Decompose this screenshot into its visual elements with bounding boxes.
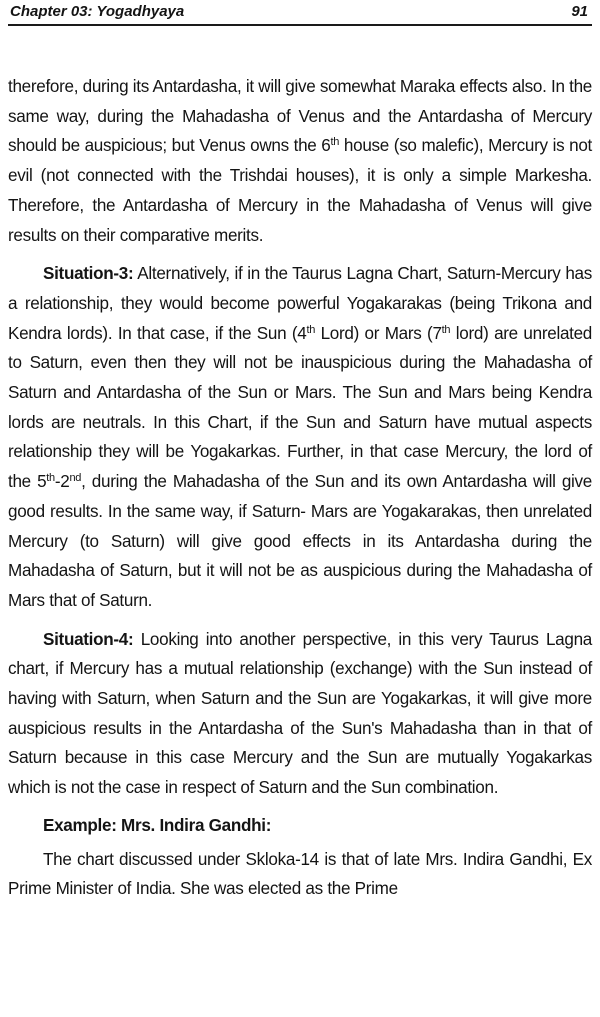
paragraph-situation-4: Situation-4: Looking into another perspective, in this very Taurus Lagna chart, if Mercury has a mutual relationship (exchange) with the Sun instead of having with Saturn, when Saturn and the Sun are Yogakarkas, it will give more auspicious results in the Antardasha of the Sun's Mahadasha than in that of Saturn because in this case Mercury and the Sun are mutually Yogakarkas which is not the case in respect of Saturn and the Sun combination. — [8, 629, 592, 798]
paragraph-example: The chart discussed under Skloka-14 is that of late Mrs. Indira Gandhi, Ex Prime Minister of India. She was elected as the Prime — [8, 849, 592, 899]
page-header — [8, 0, 592, 26]
paragraph-situation-3: Situation-3: Alternatively, if in the Taurus Lagna Chart, Saturn-Mercury has a relationship, they would become powerful Yogakarakas (being Trikona and Kendra lords). In that case, if the Sun (4th Lord) or Mars (7th lord) are unrelated to Saturn, even then they will not be inauspicious during the Mahadasha of Saturn and Antardasha of the Sun or Mars. The Sun and Mars being Kendra lords are neutrals. In this Chart, if the Sun and Saturn have mutual aspects relationship they will be Yogakarkas. Further, in that case Mercury, the lord of the 5th-2nd, during the Mahadasha of the Sun and its own Antardasha will give good results. In the same way, if Saturn- Mars are Yogakarakas, then unrelated Mercury (to Saturn) will give good effects in its Antardasha during the Mahadasha of Saturn, but it will not be as auspicious during the Mahadasha of Mars that of Saturn. — [8, 264, 593, 610]
chapter-title: Chapter 03: Yogadhyaya — [10, 3, 185, 20]
page-body — [8, 72, 592, 904]
paragraph-antardasha-venus: therefore, during its Antardasha, it will give somewhat Maraka effects also. In the same way, during the Mahadasha of Venus and the Antardasha of Mercury should be auspicious; but Venus owns the 6th house (so malefic), Mercury is not evil (not connected with the Trishdai houses), it is only a simple Markesha. Therefore, the Antardasha of Mercury in the Mahadasha of Venus will give results on their comparative merits. — [8, 77, 592, 245]
page-number: 91 — [571, 3, 588, 20]
situation-3-label: Situation-3: — [43, 264, 134, 284]
example-heading: Example: Mrs. Indira Gandhi: — [43, 815, 272, 835]
situation-4-label: Situation-4: — [43, 629, 134, 649]
